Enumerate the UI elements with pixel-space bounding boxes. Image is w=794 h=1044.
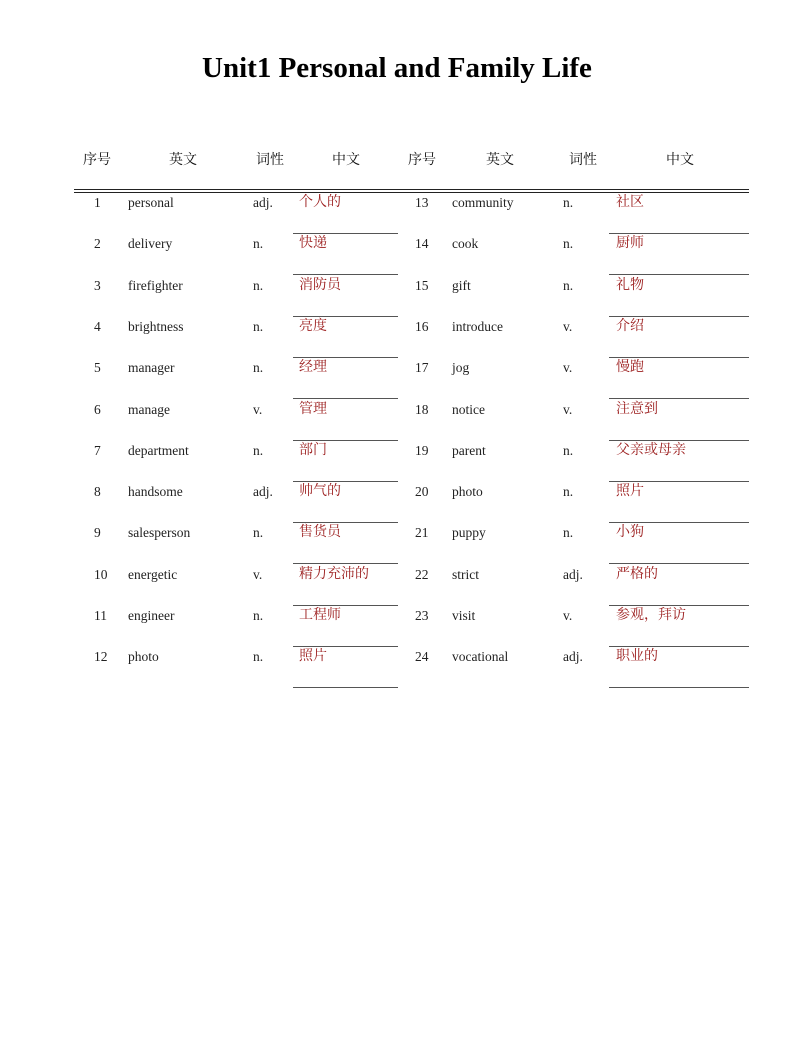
column-header: 英文 — [169, 152, 197, 168]
answer-underline — [609, 357, 749, 358]
chinese-meaning: 参观，拜访 — [616, 607, 686, 623]
row-number: 13 — [415, 195, 429, 210]
row-number: 7 — [94, 443, 101, 458]
row-number: 16 — [415, 319, 429, 334]
english-word: personal — [128, 195, 174, 210]
answer-underline — [609, 687, 749, 688]
part-of-speech: v. — [253, 567, 263, 582]
english-word: puppy — [452, 525, 486, 540]
chinese-meaning: 社区 — [616, 194, 644, 210]
english-word: parent — [452, 443, 486, 458]
answer-underline — [293, 440, 398, 441]
english-word: introduce — [452, 319, 503, 334]
answer-underline — [293, 316, 398, 317]
row-number: 12 — [94, 649, 108, 664]
english-word: department — [128, 443, 189, 458]
chinese-meaning: 照片 — [299, 648, 327, 664]
chinese-meaning: 快递 — [299, 235, 327, 251]
part-of-speech: n. — [253, 649, 264, 664]
column-header: 中文 — [666, 152, 694, 168]
row-number: 10 — [94, 567, 108, 582]
answer-underline — [293, 481, 398, 482]
answer-underline — [609, 274, 749, 275]
answer-underline — [293, 398, 398, 399]
answer-underline — [293, 646, 398, 647]
row-number: 22 — [415, 567, 429, 582]
row-number: 21 — [415, 525, 429, 540]
chinese-meaning: 管理 — [299, 401, 327, 417]
chinese-meaning: 售货员 — [299, 524, 341, 540]
english-word: manage — [128, 402, 170, 417]
answer-underline — [609, 563, 749, 564]
chinese-meaning: 小狗 — [616, 524, 644, 540]
part-of-speech: v. — [563, 402, 573, 417]
part-of-speech: n. — [563, 525, 574, 540]
chinese-meaning: 介绍 — [616, 318, 644, 334]
chinese-meaning: 严格的 — [616, 566, 658, 582]
column-header: 英文 — [486, 152, 514, 168]
english-word: brightness — [128, 319, 184, 334]
english-word: energetic — [128, 567, 178, 582]
part-of-speech: n. — [563, 236, 574, 251]
column-header: 词性 — [256, 152, 284, 168]
part-of-speech: v. — [563, 360, 573, 375]
part-of-speech: n. — [563, 278, 574, 293]
chinese-meaning: 帅气的 — [299, 483, 341, 499]
english-word: manager — [128, 360, 175, 375]
chinese-meaning: 慢跑 — [616, 359, 644, 375]
row-number: 4 — [94, 319, 101, 334]
english-word: jog — [452, 360, 470, 375]
chinese-meaning: 厨师 — [616, 235, 644, 251]
english-word: firefighter — [128, 278, 183, 293]
part-of-speech: adj. — [253, 484, 273, 499]
chinese-meaning: 部门 — [299, 442, 327, 458]
chinese-meaning: 礼物 — [616, 277, 644, 293]
answer-underline — [609, 605, 749, 606]
answer-underline — [609, 440, 749, 441]
chinese-meaning: 注意到 — [616, 401, 658, 417]
english-word: notice — [452, 402, 485, 417]
part-of-speech: n. — [253, 443, 264, 458]
answer-underline — [293, 605, 398, 606]
row-number: 8 — [94, 484, 101, 499]
row-number: 2 — [94, 236, 101, 251]
column-header: 序号 — [83, 152, 111, 168]
part-of-speech: n. — [563, 195, 574, 210]
part-of-speech: n. — [253, 236, 264, 251]
english-word: vocational — [452, 649, 509, 664]
answer-underline — [609, 522, 749, 523]
chinese-meaning: 亮度 — [299, 318, 327, 334]
row-number: 1 — [94, 195, 101, 210]
part-of-speech: adj. — [563, 567, 583, 582]
row-number: 19 — [415, 443, 429, 458]
part-of-speech: v. — [563, 608, 573, 623]
answer-underline — [609, 316, 749, 317]
answer-underline — [293, 357, 398, 358]
english-word: handsome — [128, 484, 183, 499]
english-word: delivery — [128, 236, 173, 251]
english-word: cook — [452, 236, 479, 251]
answer-underline — [293, 563, 398, 564]
answer-underline — [293, 274, 398, 275]
row-number: 5 — [94, 360, 101, 375]
header-rule-top — [74, 189, 749, 190]
chinese-meaning: 消防员 — [299, 277, 341, 293]
chinese-meaning: 工程师 — [299, 607, 341, 623]
english-word: gift — [452, 278, 471, 293]
row-number: 3 — [94, 278, 101, 293]
chinese-meaning: 经理 — [299, 359, 327, 375]
column-header: 序号 — [408, 152, 436, 168]
row-number: 20 — [415, 484, 429, 499]
answer-underline — [609, 646, 749, 647]
header-rule-bottom — [74, 192, 749, 193]
part-of-speech: n. — [253, 608, 264, 623]
part-of-speech: n. — [563, 443, 574, 458]
row-number: 15 — [415, 278, 429, 293]
row-number: 17 — [415, 360, 429, 375]
chinese-meaning: 个人的 — [299, 194, 341, 210]
page-title: Unit1 Personal and Family Life — [202, 52, 592, 84]
row-number: 6 — [94, 402, 101, 417]
answer-underline — [609, 233, 749, 234]
part-of-speech: v. — [563, 319, 573, 334]
answer-underline — [293, 233, 398, 234]
english-word: strict — [452, 567, 479, 582]
chinese-meaning: 职业的 — [616, 648, 658, 664]
row-number: 23 — [415, 608, 429, 623]
row-number: 18 — [415, 402, 429, 417]
row-number: 24 — [415, 649, 429, 664]
english-word: photo — [452, 484, 483, 499]
row-number: 14 — [415, 236, 429, 251]
answer-underline — [293, 522, 398, 523]
part-of-speech: n. — [563, 484, 574, 499]
part-of-speech: n. — [253, 525, 264, 540]
row-number: 9 — [94, 525, 101, 540]
row-number: 11 — [94, 608, 107, 623]
english-word: visit — [452, 608, 476, 623]
chinese-meaning: 精力充沛的 — [299, 566, 369, 582]
chinese-meaning: 照片 — [616, 483, 644, 499]
column-header: 词性 — [569, 152, 597, 168]
english-word: community — [452, 195, 514, 210]
chinese-meaning: 父亲或母亲 — [616, 442, 686, 458]
part-of-speech: n. — [253, 319, 264, 334]
english-word: engineer — [128, 608, 175, 623]
part-of-speech: n. — [253, 360, 264, 375]
part-of-speech: adj. — [563, 649, 583, 664]
part-of-speech: n. — [253, 278, 264, 293]
column-header: 中文 — [332, 152, 360, 168]
part-of-speech: v. — [253, 402, 263, 417]
answer-underline — [609, 481, 749, 482]
answer-underline — [293, 687, 398, 688]
english-word: salesperson — [128, 525, 191, 540]
english-word: photo — [128, 649, 159, 664]
part-of-speech: adj. — [253, 195, 273, 210]
answer-underline — [609, 398, 749, 399]
